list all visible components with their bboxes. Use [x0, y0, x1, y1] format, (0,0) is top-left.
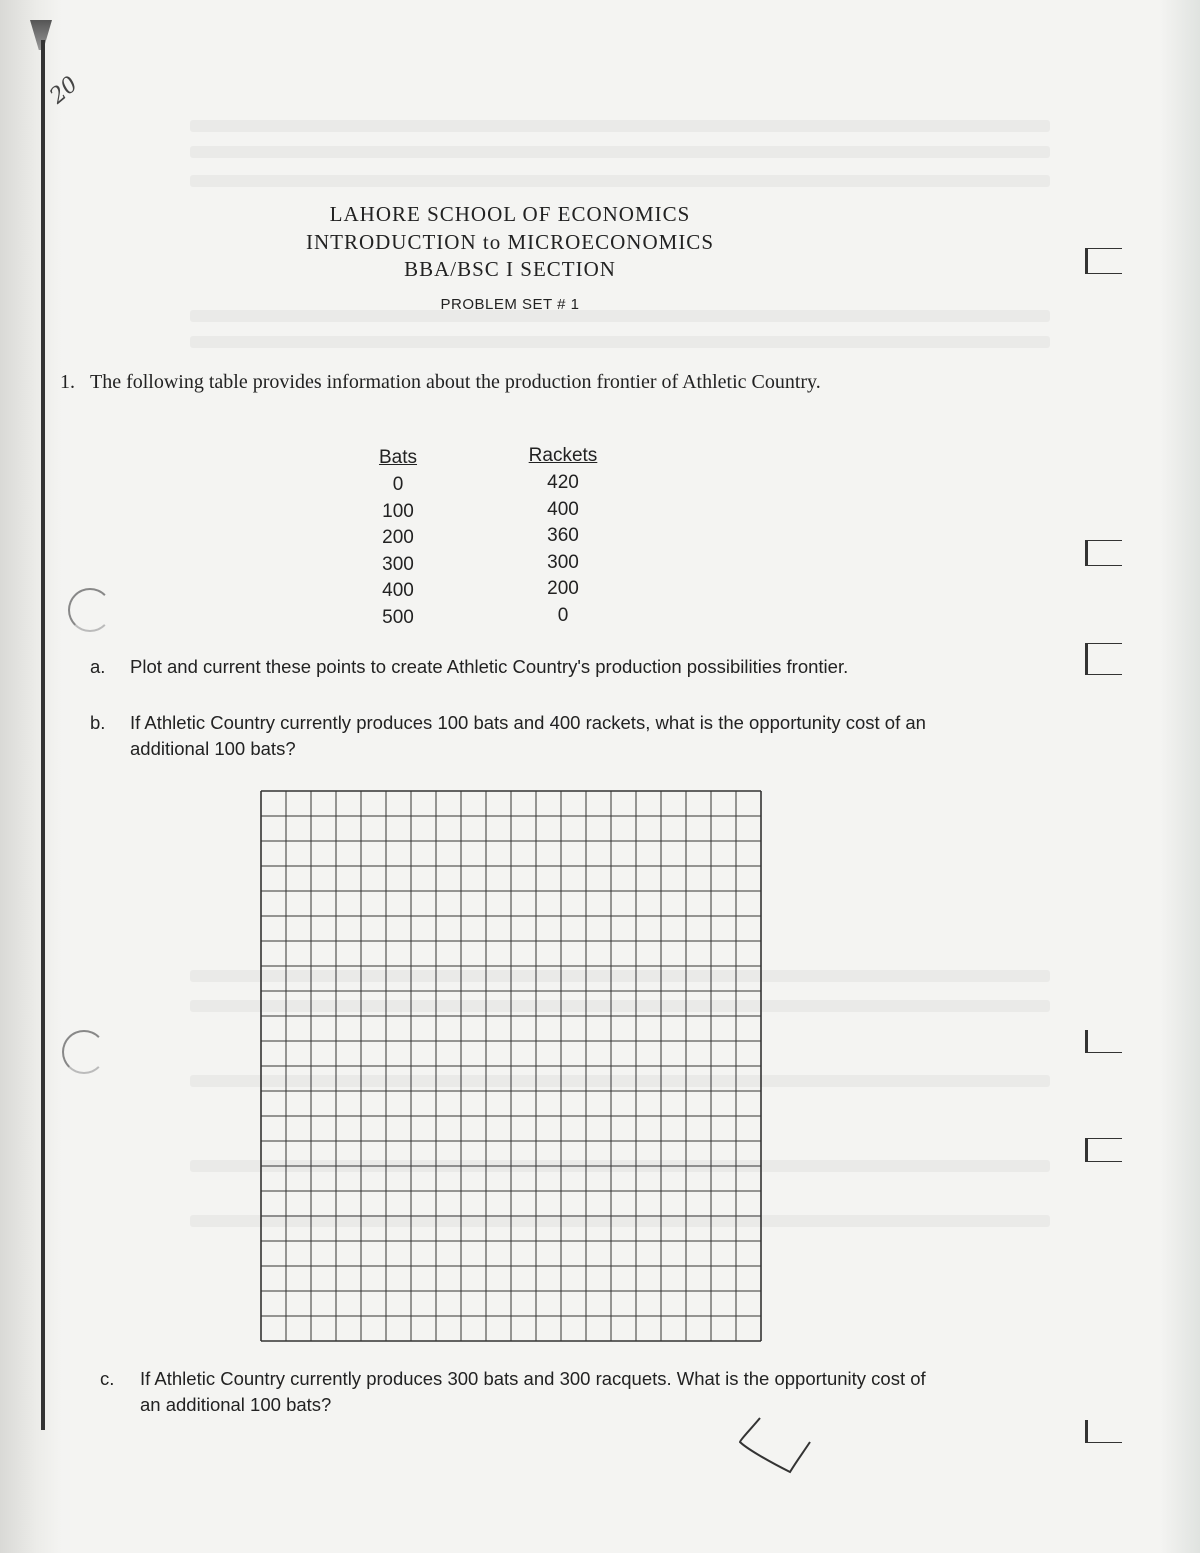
page-edge-shadow [1160, 0, 1200, 1553]
table-cell: 420 [547, 472, 579, 493]
bleed-through [190, 175, 1050, 187]
column-header-rackets: Rackets [528, 445, 598, 466]
table-cell: 400 [547, 498, 579, 520]
table-cell: 300 [547, 551, 579, 573]
part-label: c. [100, 1368, 115, 1389]
question-text: The following table provides information about the production frontier of Athletic Country. [90, 371, 821, 393]
graph-paper-grid [258, 788, 764, 1344]
table-cell: 0 [392, 474, 404, 495]
part-text: If Athletic Country currently produces 100 bats and 400 rackets, what is the opportunity cost of an additional 100 bats? [130, 712, 926, 759]
bleed-through [190, 146, 1050, 158]
bleed-through [190, 336, 1050, 348]
table-cell: 400 [382, 580, 414, 602]
margin-bracket [1085, 1030, 1122, 1053]
margin-bracket [1085, 248, 1122, 274]
column-header-bats: Bats [378, 447, 418, 468]
margin-bracket [1085, 1138, 1122, 1162]
course-title: INTRODUCTION to MICROECONOMICS [305, 230, 714, 254]
table-cell: 360 [547, 525, 579, 547]
punch-hole [62, 1030, 106, 1074]
binding-edge [0, 0, 62, 1553]
problem-set-title: PROBLEM SET # 1 [440, 296, 580, 313]
part-label: a. [90, 656, 106, 677]
check-mark-icon [736, 1412, 816, 1482]
grid-svg [258, 788, 764, 1344]
table-cell: 200 [547, 578, 579, 600]
part-text: Plot and current these points to create Athletic Country's production possibilities frontier. [130, 656, 849, 677]
punch-hole [68, 588, 112, 632]
section-title: BBA/BSC I SECTION [404, 257, 616, 281]
table-column-rackets [520, 442, 606, 630]
bleed-through [190, 120, 1050, 132]
table-cell: 500 [382, 606, 414, 628]
question-number: 1. [60, 371, 75, 393]
table-cell: 300 [382, 553, 414, 575]
table-column-bats [370, 444, 426, 632]
binding-line [41, 40, 45, 1430]
school-name: LAHORE SCHOOL OF ECONOMICS [329, 202, 691, 226]
table-cell: 200 [382, 527, 414, 549]
part-text: If Athletic Country currently produces 300 bats and 300 racquets. What is the opportunity cost of an additional 100 bats? [140, 1368, 926, 1415]
handwritten-mark: 20 [45, 71, 83, 110]
table-cell: 0 [557, 604, 569, 626]
margin-bracket [1085, 540, 1122, 566]
part-label: b. [90, 712, 106, 733]
table-cell: 100 [382, 500, 414, 522]
margin-bracket [1085, 1420, 1122, 1443]
margin-bracket [1085, 643, 1122, 675]
